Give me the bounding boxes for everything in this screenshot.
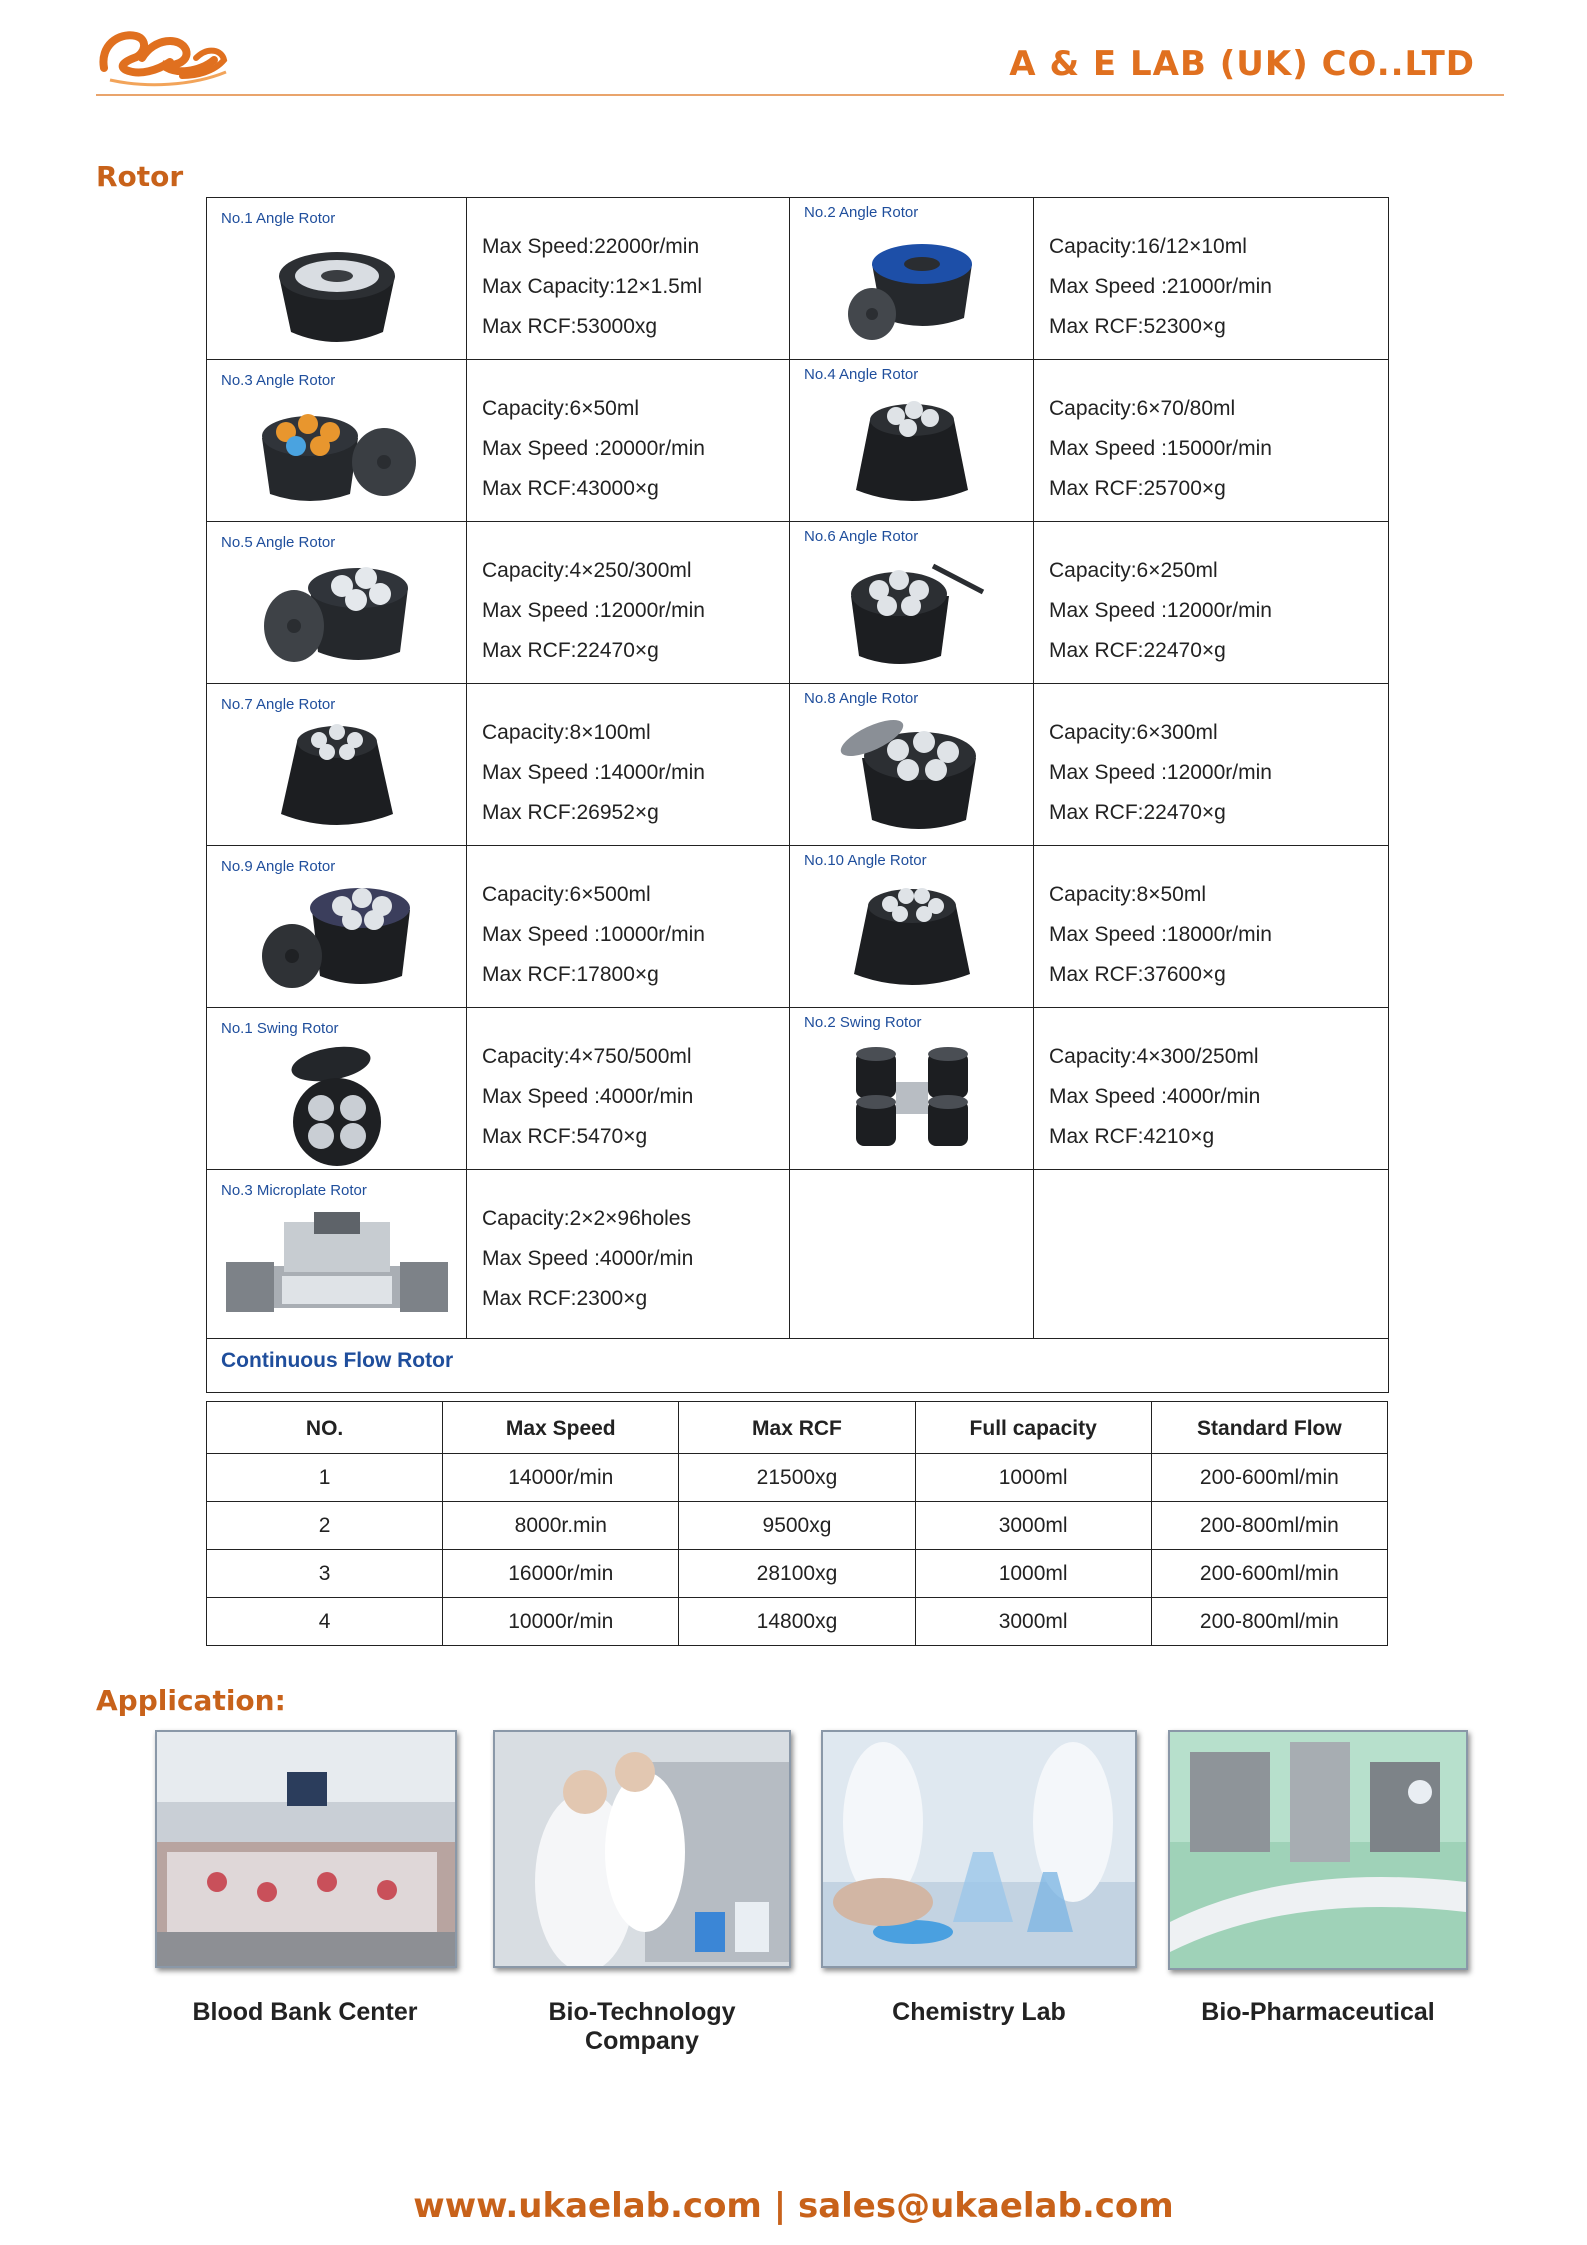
rotor-row xyxy=(207,1170,1389,1339)
rotor-name: No.4 Angle Rotor xyxy=(804,366,919,383)
continuous-flow-title: Continuous Flow Rotor xyxy=(207,1339,1389,1393)
table-row: 4 10000r/min 14800xg 3000ml 200-800ml/min xyxy=(207,1598,1388,1646)
rotor-cell xyxy=(790,846,1033,1007)
rotor-name: No.8 Angle Rotor xyxy=(804,690,919,707)
rotor-specs: Capacity:6×500ml Max Speed :10000r/min Max RCF:17800×g xyxy=(467,846,790,1008)
rotor-name: No.1 Swing Rotor xyxy=(221,1020,339,1037)
rotor-table xyxy=(206,197,1389,1393)
swing-rotor-image xyxy=(842,1038,982,1162)
table-row: 2 8000r.min 9500xg 3000ml 200-800ml/min xyxy=(207,1502,1388,1550)
company-name: A & E LAB (UK) CO..LTD xyxy=(1009,44,1475,84)
rotor-name: No.2 Angle Rotor xyxy=(804,204,919,221)
application-item xyxy=(1168,1730,1468,2026)
empty-cell xyxy=(790,1170,1034,1339)
rotor-specs: Capacity:6×50ml Max Speed :20000r/min Max RCF:43000×g xyxy=(467,360,790,522)
rotor-section-title: Rotor xyxy=(96,160,184,193)
rotor-cell xyxy=(207,1170,466,1338)
table-header-row: NO. Max Speed Max RCF Full capacity Standard Flow xyxy=(207,1402,1388,1454)
angle-rotor-image xyxy=(252,552,422,676)
continuous-flow-row xyxy=(207,1339,1389,1393)
angle-rotor-image xyxy=(837,552,987,676)
angle-rotor-image xyxy=(267,228,407,352)
continuous-flow-table xyxy=(206,1401,1388,1646)
rotor-specs: Capacity:8×50ml Max Speed :18000r/min Max RCF:37600×g xyxy=(1034,846,1389,1008)
rotor-name: No.10 Angle Rotor xyxy=(804,852,927,869)
angle-rotor-image xyxy=(267,714,407,838)
application-item xyxy=(821,1730,1137,2026)
rotor-specs: Max Speed:22000r/min Max Capacity:12×1.5ml Max RCF:53000xg xyxy=(467,198,790,360)
rotor-cell xyxy=(207,522,466,683)
rotor-cell xyxy=(790,198,1033,359)
rotor-cell xyxy=(207,360,466,521)
application-section-title: Application: xyxy=(96,1684,286,1717)
empty-cell xyxy=(1034,1170,1389,1339)
rotor-cell xyxy=(790,522,1033,683)
rotor-name: No.7 Angle Rotor xyxy=(221,696,336,713)
table-row: 1 14000r/min 21500xg 1000ml 200-600ml/min xyxy=(207,1454,1388,1502)
application-label: Bio-Pharmaceutical xyxy=(1201,1998,1435,2026)
rotor-row xyxy=(207,522,1389,684)
application-item xyxy=(155,1730,455,2026)
application-label: Blood Bank Center xyxy=(192,1998,418,2026)
rotor-cell xyxy=(790,360,1033,521)
rotor-name: No.9 Angle Rotor xyxy=(221,858,336,875)
rotor-specs: Capacity:6×250ml Max Speed :12000r/min Max RCF:22470×g xyxy=(1034,522,1389,684)
rotor-name: No.3 Microplate Rotor xyxy=(221,1182,367,1199)
angle-rotor-image xyxy=(842,228,982,352)
blood-bank-photo xyxy=(155,1730,457,1968)
bio-pharmaceutical-photo xyxy=(1168,1730,1468,1970)
rotor-row xyxy=(207,684,1389,846)
application-item xyxy=(493,1730,791,2055)
table-row: 3 16000r/min 28100xg 1000ml 200-600ml/min xyxy=(207,1550,1388,1598)
rotor-row xyxy=(207,846,1389,1008)
angle-rotor-image xyxy=(842,876,982,1000)
chemistry-lab-photo xyxy=(821,1730,1137,1968)
swing-rotor-image xyxy=(267,1038,407,1168)
rotor-specs: Capacity:6×300ml Max Speed :12000r/min Max RCF:22470×g xyxy=(1034,684,1389,846)
application-label: Bio-Technology Company xyxy=(548,1998,736,2055)
angle-rotor-image xyxy=(832,714,992,844)
microplate-rotor-image xyxy=(222,1212,452,1322)
rotor-name: No.1 Angle Rotor xyxy=(221,210,336,227)
rotor-name: No.6 Angle Rotor xyxy=(804,528,919,545)
company-logo xyxy=(96,10,231,90)
rotor-specs: Capacity:6×70/80ml Max Speed :15000r/min Max RCF:25700×g xyxy=(1034,360,1389,522)
rotor-cell xyxy=(207,198,466,359)
rotor-name: No.2 Swing Rotor xyxy=(804,1014,922,1031)
angle-rotor-image xyxy=(252,390,422,514)
rotor-specs: Capacity:4×300/250ml Max Speed :4000r/min Max RCF:4210×g xyxy=(1034,1008,1389,1170)
angle-rotor-image xyxy=(252,876,422,1000)
rotor-cell xyxy=(207,846,466,1007)
rotor-row xyxy=(207,198,1389,360)
footer-contact: www.ukaelab.com | sales@ukaelab.com xyxy=(413,2186,1174,2226)
angle-rotor-image xyxy=(842,390,982,514)
rotor-specs: Capacity:16/12×10ml Max Speed :21000r/min Max RCF:52300×g xyxy=(1034,198,1389,360)
rotor-name: No.3 Angle Rotor xyxy=(221,372,336,389)
rotor-row xyxy=(207,1008,1389,1170)
rotor-row xyxy=(207,360,1389,522)
rotor-cell xyxy=(790,684,1033,845)
rotor-specs: Capacity:2×2×96holes Max Speed :4000r/min Max RCF:2300×g xyxy=(467,1170,790,1339)
rotor-specs: Capacity:4×750/500ml Max Speed :4000r/min Max RCF:5470×g xyxy=(467,1008,790,1170)
rotor-specs: Capacity:4×250/300ml Max Speed :12000r/min Max RCF:22470×g xyxy=(467,522,790,684)
rotor-name: No.5 Angle Rotor xyxy=(221,534,336,551)
bio-technology-photo xyxy=(493,1730,791,1968)
rotor-specs: Capacity:8×100ml Max Speed :14000r/min Max RCF:26952×g xyxy=(467,684,790,846)
rotor-cell xyxy=(207,1008,466,1169)
header-divider xyxy=(96,94,1504,96)
rotor-cell xyxy=(207,684,466,845)
application-label: Chemistry Lab xyxy=(892,1998,1066,2026)
rotor-cell xyxy=(790,1008,1033,1169)
